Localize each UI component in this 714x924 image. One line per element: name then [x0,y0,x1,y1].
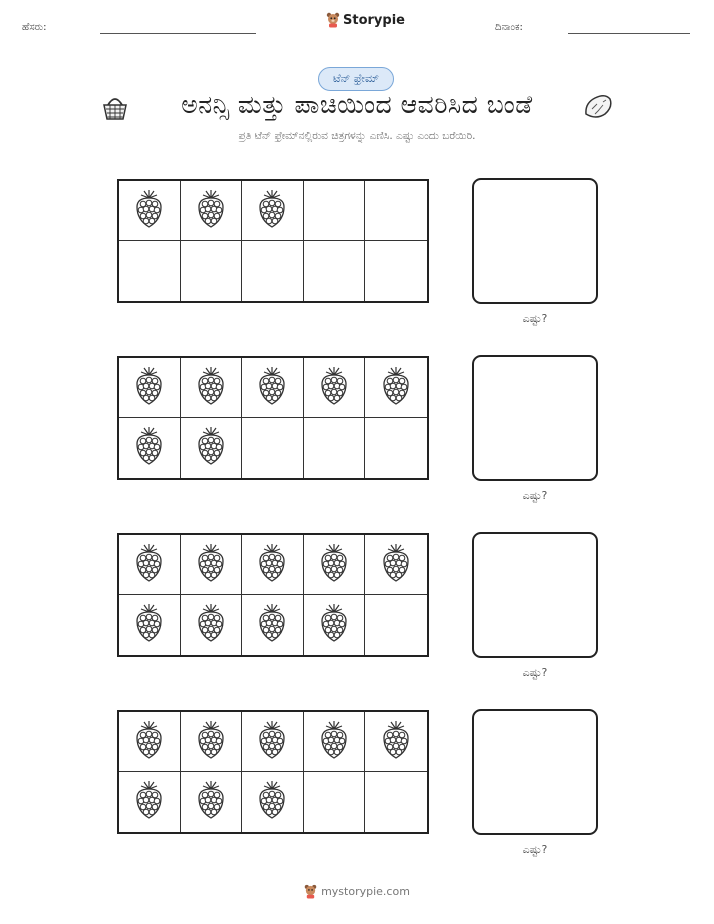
ten-frame-cell [119,358,181,418]
ten-frame-cell [365,241,427,301]
ten-frame-cell [365,418,427,478]
raspberry-icon [132,366,166,410]
answer-box[interactable] [472,178,598,304]
ten-frame-cell [181,418,243,478]
ten-frame-cell [119,712,181,772]
how-many-label: ಎಷ್ಟು? [522,489,548,502]
page-title: ಅನನ್ಸಿ ಮತ್ತು ಪಾಚಿಯಿಂದ ಆವರಿಸಿದ ಬಂಡೆ [181,90,533,119]
ten-frame-cell [181,535,243,595]
raspberry-icon [255,720,289,764]
logo-text: Storypie [343,12,405,28]
ten-frame-cell [365,535,427,595]
raspberry-icon [255,603,289,647]
ten-frame-cell [119,772,181,832]
raspberry-icon [132,189,166,233]
raspberry-icon [132,543,166,587]
raspberry-icon [132,426,166,470]
page-instructions: ಪ್ರತಿ ಟೆನ್ ಫ್ರೇಮ್‌ನಲ್ಲಿರುವ ಚಿತ್ರಗಳನ್ನು ಎಣಿಸಿ. ಎಷ್ಟು ಎಂದು ಬರೆಯಿರಿ. [238,130,476,142]
footer-logo-icon [304,884,317,899]
raspberry-icon [255,189,289,233]
raspberry-icon [379,720,413,764]
raspberry-icon [194,543,228,587]
ten-frame-cell [242,772,304,832]
ten-frame-cell [181,358,243,418]
raspberry-icon [255,543,289,587]
answer-box[interactable] [472,355,598,481]
category-badge: ಟೆನ್ ಫ್ರೇಮ್ [318,67,394,91]
storypie-logo [326,12,405,28]
ten-frame-cell [365,181,427,241]
how-many-label: ಎಷ್ಟು? [522,312,548,325]
ten-frame-cell [304,595,366,655]
raspberry-icon [379,543,413,587]
ten-frame-cell [119,181,181,241]
ten-frame-cell [181,772,243,832]
ten-frame-cell [119,418,181,478]
raspberry-icon [317,603,351,647]
answer-box[interactable] [472,709,598,835]
ten-frame-cell [181,712,243,772]
raspberry-icon [255,780,289,824]
ten-frame-cell [365,358,427,418]
raspberry-icon [317,720,351,764]
raspberry-icon [132,603,166,647]
raspberry-icon [317,543,351,587]
ten-frame-cell [119,535,181,595]
how-many-label: ಎಷ್ಟು? [522,666,548,679]
ten-frame [117,179,429,303]
footer [0,884,714,899]
ten-frame-cell [242,712,304,772]
ten-frame-cell [365,595,427,655]
raspberry-icon [317,366,351,410]
raspberry-icon [194,426,228,470]
logo-mascot-icon [326,12,340,28]
raspberry-icon [255,366,289,410]
ten-frame-cell [242,181,304,241]
ten-frame-cell [304,772,366,832]
date-field[interactable] [568,33,690,34]
ten-frame-cell [304,535,366,595]
ten-frame-cell [242,535,304,595]
raspberry-icon [194,189,228,233]
raspberry-icon [194,603,228,647]
rock-icon [583,94,613,120]
date-label: ದಿನಾಂಕ: [495,22,523,33]
ten-frame-cell [181,241,243,301]
ten-frame-cell [242,418,304,478]
ten-frame-cell [304,181,366,241]
ten-frame-cell [242,358,304,418]
ten-frame-cell [181,595,243,655]
raspberry-icon [132,720,166,764]
answer-box[interactable] [472,532,598,658]
ten-frame-cell [365,772,427,832]
ten-frame-cell [242,241,304,301]
ten-frame-cell [181,181,243,241]
ten-frame [117,710,429,834]
how-many-label: ಎಷ್ಟು? [522,843,548,856]
ten-frame-cell [304,241,366,301]
ten-frame-cell [304,358,366,418]
raspberry-icon [379,366,413,410]
ten-frame [117,356,429,480]
footer-url[interactable]: mystorypie.com [321,885,410,898]
name-field[interactable] [100,33,256,34]
ten-frame-cell [119,595,181,655]
raspberry-icon [194,366,228,410]
raspberry-icon [194,720,228,764]
raspberry-icon [132,780,166,824]
ten-frame-cell [365,712,427,772]
ten-frame [117,533,429,657]
ten-frame-cell [304,418,366,478]
raspberry-icon [194,780,228,824]
ten-frame-cell [119,241,181,301]
ten-frame-cell [242,595,304,655]
name-label: ಹೆಸರು: [22,22,47,33]
ten-frame-cell [304,712,366,772]
